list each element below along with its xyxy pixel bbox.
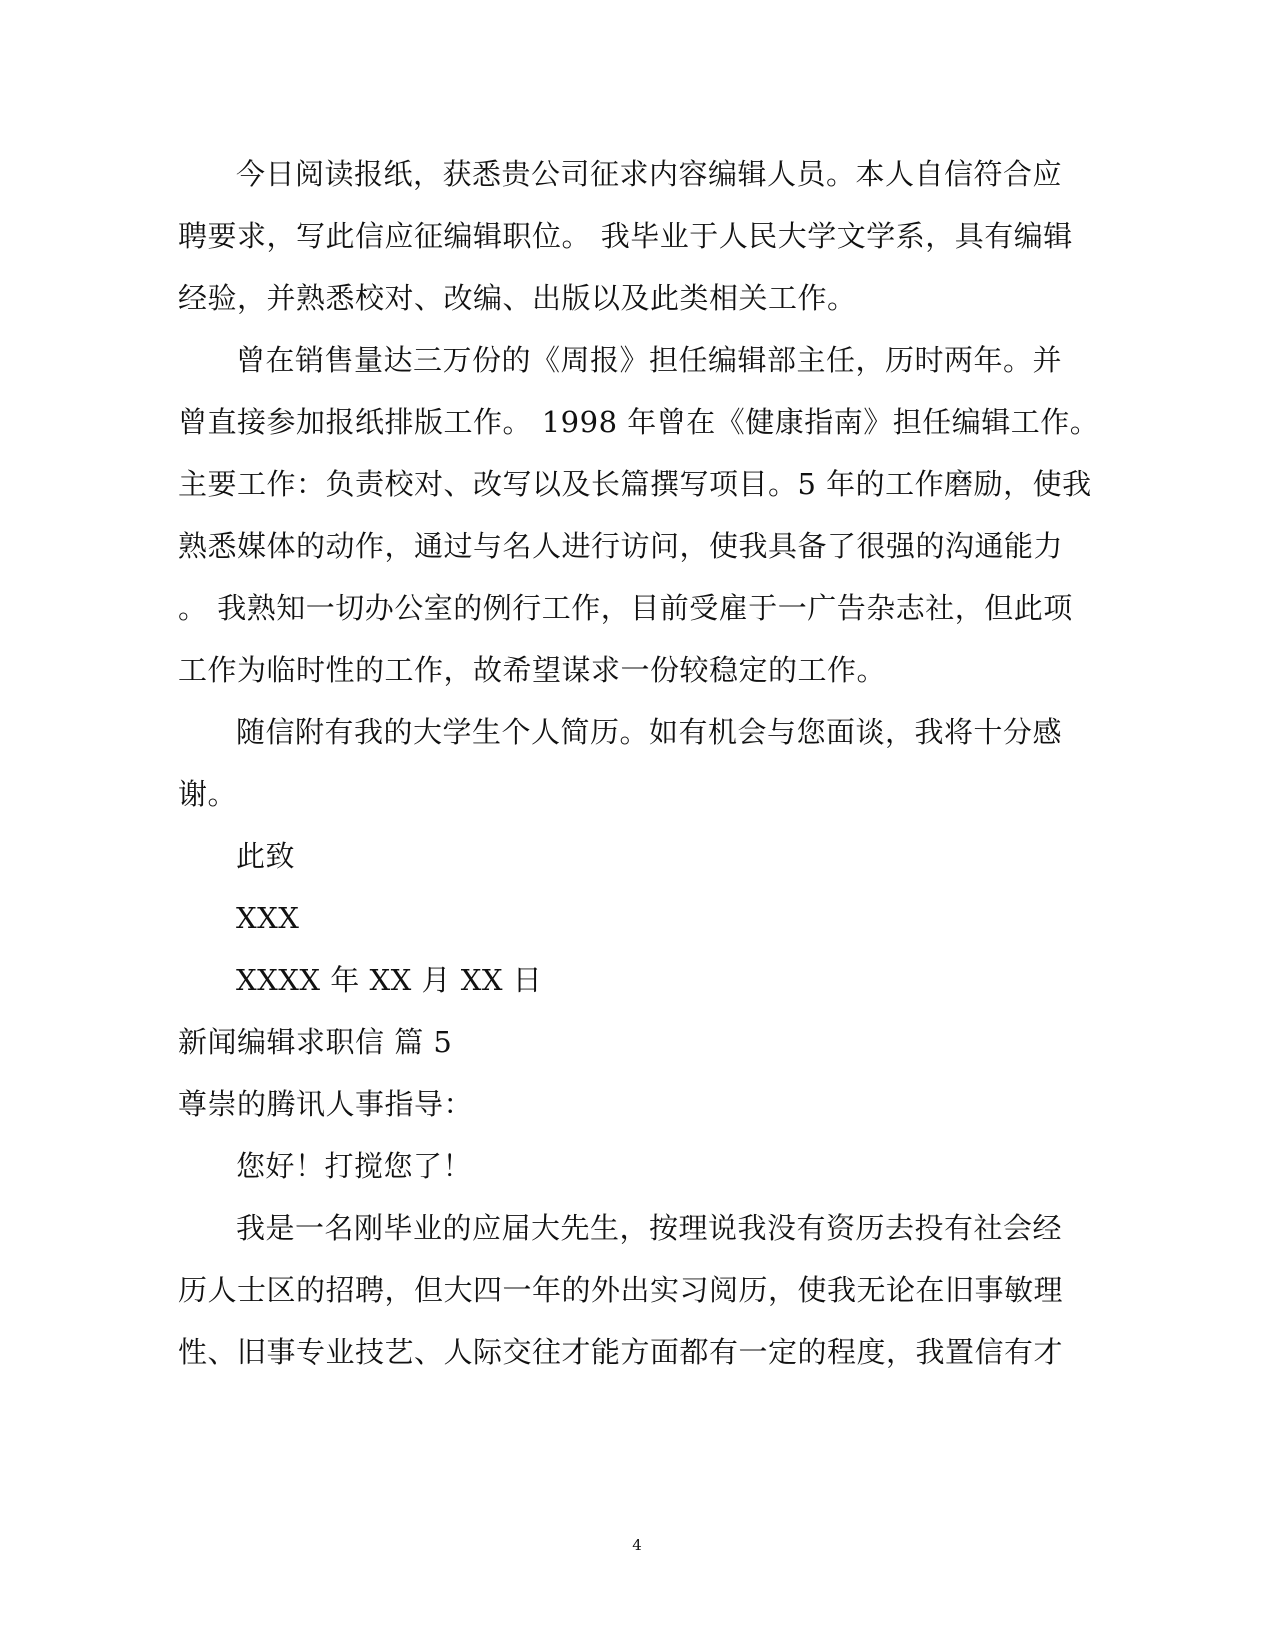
paragraph-2-line-3: 主要工作：负责校对、改写以及长篇撰写项目。5 年的工作磨励，使我 (178, 467, 1092, 501)
paragraph-4-line-3: 性、旧事专业技艺、人际交往才能方面都有一定的程度，我置信有才 (178, 1335, 1064, 1369)
paragraph-2-line-5: 。 我熟知一切办公室的例行工作，目前受雇于一广告杂志社，但此项 (178, 591, 1073, 625)
paragraph-1-line-1: 今日阅读报纸，获悉贵公司征求内容编辑人员。本人自信符合应 (236, 157, 1063, 191)
paragraph-2-line-2: 曾直接参加报纸排版工作。 1998 年曾在《健康指南》担任编辑工作。 (178, 405, 1100, 439)
signature-date: XXXX 年 XX 月 XX 日 (236, 963, 543, 997)
page-number: 4 (632, 1536, 642, 1554)
paragraph-2-line-6: 工作为临时性的工作，故希望谋求一份较稳定的工作。 (178, 653, 887, 687)
paragraph-2-line-4: 熟悉媒体的动作，通过与名人进行访问，使我具备了很强的沟通能力 (178, 529, 1064, 563)
paragraph-1-line-3: 经验，并熟悉校对、改编、出版以及此类相关工作。 (178, 281, 857, 315)
section-heading: 新闻编辑求职信 篇 5 (178, 1025, 453, 1059)
paragraph-4-line-1: 我是一名刚毕业的应届大先生，按理说我没有资历去投有社会经 (236, 1211, 1063, 1245)
paragraph-4-line-2: 历人士区的招聘，但大四一年的外出实习阅历，使我无论在旧事敏理 (178, 1273, 1064, 1307)
paragraph-1-line-2: 聘要求，写此信应征编辑职位。 我毕业于人民大学文学系，具有编辑 (178, 219, 1073, 253)
closing-salutation: 此致 (236, 839, 296, 873)
paragraph-3-line-1: 随信附有我的大学生个人简历。如有机会与您面谈，我将十分感 (236, 715, 1063, 749)
letter-greeting: 尊崇的腾讯人事指导： (178, 1087, 474, 1121)
paragraph-3-line-2: 谢。 (178, 777, 238, 811)
signature-name: XXX (236, 901, 300, 935)
letter-opening: 您好！打搅您了！ (236, 1149, 473, 1183)
paragraph-2-line-1: 曾在销售量达三万份的《周报》担任编辑部主任，历时两年。并 (236, 343, 1063, 377)
